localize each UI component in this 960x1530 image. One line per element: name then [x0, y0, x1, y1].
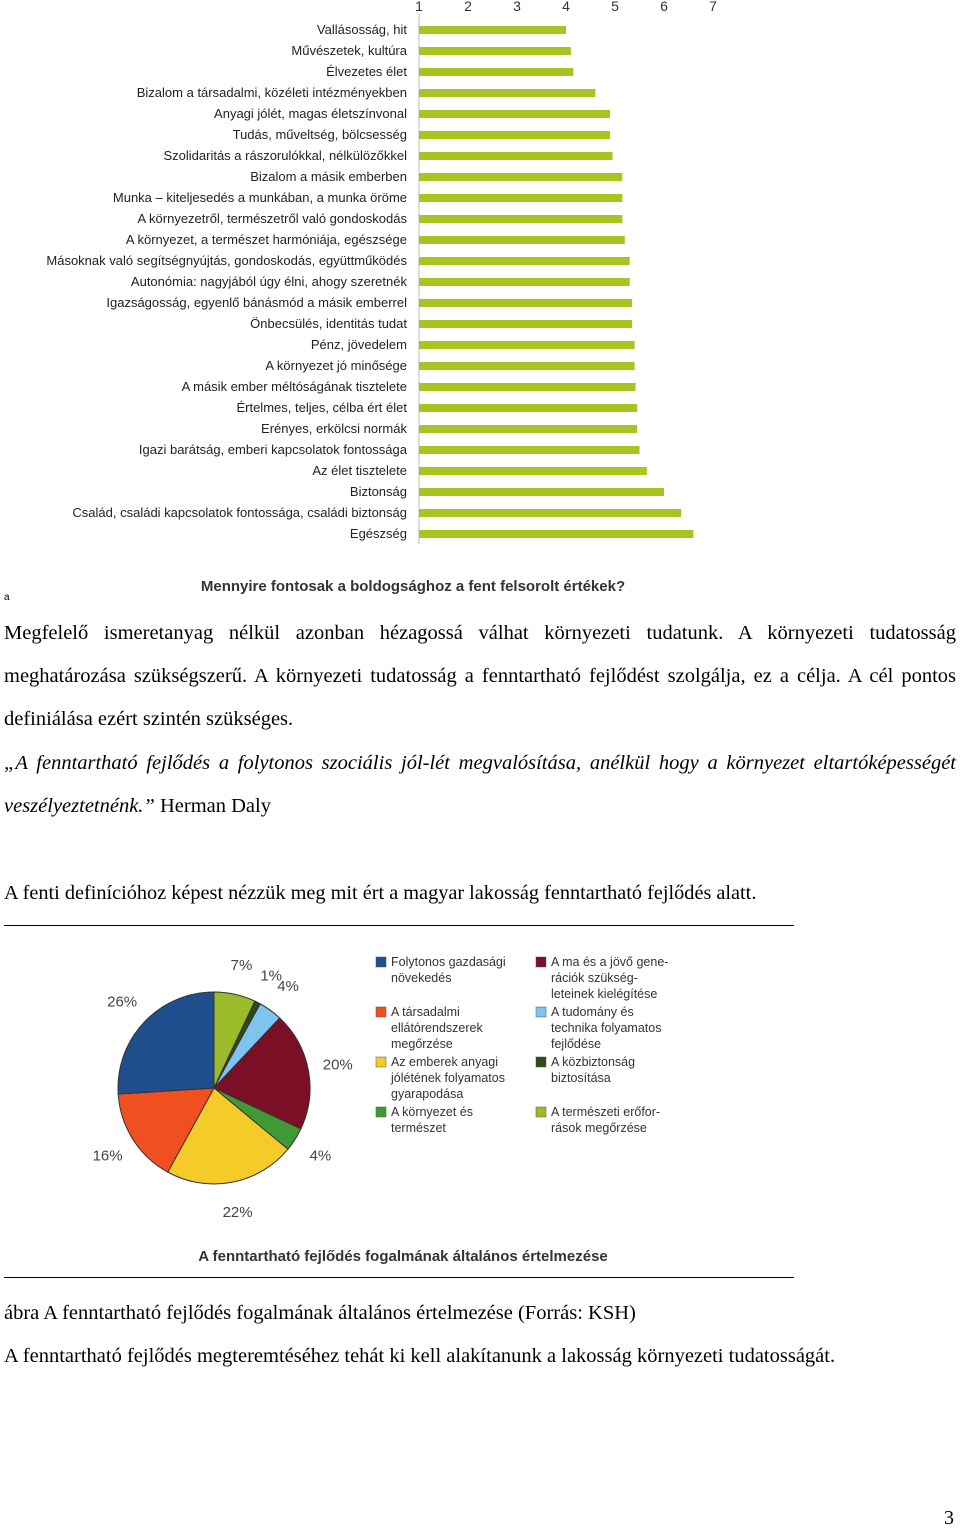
- legend-label: jólétének folyamatos: [391, 1071, 505, 1085]
- legend-swatch: [376, 957, 386, 967]
- bar: [419, 530, 693, 538]
- figure-bottom-rule: [4, 1277, 794, 1278]
- bar: [419, 341, 635, 349]
- bar-category-label: Pénz, jövedelem: [310, 337, 407, 352]
- legend-label: A ma és a jövő gene-: [551, 955, 669, 969]
- bar: [419, 215, 622, 223]
- legend-swatch: [536, 1107, 546, 1117]
- legend-label: gyarapodása: [391, 1087, 464, 1101]
- bar-category-label: Anyagi jólét, magas életszínvonal: [214, 106, 407, 121]
- legend-label: ellátórendszerek: [391, 1021, 483, 1035]
- bar: [419, 47, 571, 55]
- bar-category-label: Bizalom a társadalmi, közéleti intézményekben: [136, 85, 407, 100]
- x-tick-label: 7: [709, 0, 717, 14]
- bar: [419, 26, 566, 34]
- bar: [419, 467, 647, 475]
- bar: [419, 236, 625, 244]
- pie-slice-label: 26%: [107, 993, 138, 1011]
- bar-category-label: Erényes, erkölcsi normák: [261, 421, 407, 436]
- bar: [419, 509, 681, 517]
- bar-category-label: Biztonság: [349, 484, 407, 499]
- legend-label: természet: [391, 1121, 446, 1135]
- definition-quote: „A fenntartható fejlődés a folytonos szociális jól-lét megvalósítása, anélkül hogy a környezet eltartóképességét veszélyeztetnénk.”: [4, 752, 956, 817]
- legend-label: növekedés: [391, 971, 452, 985]
- bar-category-label: Értelmes, teljes, célba ért élet: [236, 400, 407, 415]
- bar-category-label: Egészség: [349, 526, 407, 541]
- legend-label: fejlődése: [551, 1037, 602, 1051]
- bar: [419, 173, 622, 181]
- legend-swatch: [376, 1057, 386, 1067]
- quote-author: Herman Daly: [154, 795, 271, 817]
- legend-label: rációk szükség-: [551, 971, 638, 985]
- bar: [419, 383, 636, 391]
- bar-category-label: Élvezetes élet: [326, 64, 407, 79]
- page-number: 3: [944, 1507, 954, 1529]
- pie-slice-label: 20%: [322, 1056, 353, 1074]
- bar-category-label: A környezet jó minősége: [265, 358, 407, 373]
- legend-label: Folytonos gazdasági: [391, 955, 506, 969]
- bar: [419, 68, 573, 76]
- bar: [419, 299, 632, 307]
- bar: [419, 425, 637, 433]
- legend-label: A társadalmi: [391, 1005, 460, 1019]
- legend-label: A tudomány és: [551, 1005, 634, 1019]
- bar-category-label: Igazi barátság, emberi kapcsolatok fontossága: [138, 442, 407, 457]
- bar-category-label: Bizalom a másik emberben: [250, 169, 407, 184]
- bar-category-label: A környezetről, természetről való gondoskodás: [137, 211, 407, 226]
- legend-swatch: [536, 957, 546, 967]
- pie-slice-label: 16%: [92, 1147, 123, 1165]
- x-tick-label: 3: [513, 0, 521, 14]
- bar-chart-title: Mennyire fontosak a boldogsághoz a fent felsorolt értékek?: [200, 578, 626, 595]
- bar: [419, 446, 640, 454]
- legend-swatch: [376, 1107, 386, 1117]
- legend-swatch: [376, 1007, 386, 1017]
- figure-top-rule: [4, 925, 794, 926]
- pie-slice-label: 4%: [309, 1147, 332, 1165]
- x-tick-label: 6: [660, 0, 668, 14]
- x-tick-label: 5: [611, 0, 619, 14]
- legend-label: megőrzése: [391, 1037, 453, 1051]
- bar-category-label: Önbecsülés, identitás tudat: [250, 316, 407, 331]
- legend-label: technika folyamatos: [551, 1021, 662, 1035]
- x-tick-label: 1: [415, 0, 423, 14]
- bar: [419, 110, 610, 118]
- paragraph-lead-in: A fenti definícióhoz képest nézzük meg mit ért a magyar lakosság fenntartható fejlődés alatt.: [4, 882, 757, 904]
- bar-category-label: Tudás, műveltség, bölcsesség: [232, 127, 407, 142]
- legend-label: leteinek kielégítése: [551, 987, 658, 1001]
- legend-label: A természeti erőfor-: [551, 1105, 661, 1119]
- bar-category-label: Másoknak való segítségnyújtás, gondoskodás, együttműködés: [46, 253, 407, 268]
- pie-slice-label: 7%: [230, 957, 253, 975]
- quote-paragraph: [4, 742, 956, 828]
- bar: [419, 404, 637, 412]
- bar-category-label: Munka – kiteljesedés a munkában, a munka öröme: [112, 190, 407, 205]
- bar-category-label: Vallásosság, hit: [316, 22, 407, 37]
- values-bar-chart: [0, 0, 960, 560]
- bar-category-label: Autonómia: nagyjából úgy élni, ahogy szeretnék: [130, 274, 407, 289]
- chart-footnote-mark: a: [4, 592, 10, 603]
- legend-label: biztosítása: [551, 1071, 611, 1085]
- legend-label: A környezet és: [391, 1105, 473, 1119]
- bar-category-label: Művészetek, kultúra: [291, 43, 407, 58]
- bar: [419, 194, 622, 202]
- x-tick-label: 4: [562, 0, 570, 14]
- legend-label: A közbiztonság: [551, 1055, 636, 1069]
- bar-category-label: Igazságosság, egyenlő bánásmód a másik emberrel: [106, 295, 407, 310]
- sustainability-pie-chart: [0, 940, 960, 1280]
- bar: [419, 257, 630, 265]
- pie-chart-title: A fenntartható fejlődés fogalmának általános értelmezése: [198, 1248, 608, 1265]
- pie-slice-label: 4%: [277, 978, 299, 996]
- bar: [419, 131, 610, 139]
- paragraph-conclusion: A fenntartható fejlődés megteremtéséhez tehát ki kell alakítanunk a lakosság környezeti tudatosságát.: [4, 1345, 836, 1367]
- paragraph-environmental-awareness: Megfelelő ismeretanyag nélkül azonban hézagossá válhat környezeti tudatunk. A környezeti tudatosság meghatározása szükségszerű. A környezeti tudatosság a fenntartható fejlődést szolgálja, ez a célja. A cél pontos definiálása ezért szintén szükséges.: [4, 622, 956, 730]
- x-tick-label: 2: [464, 0, 472, 14]
- bar: [419, 488, 664, 496]
- bar: [419, 278, 630, 286]
- bar: [419, 89, 595, 97]
- bar: [419, 320, 632, 328]
- legend-swatch: [536, 1057, 546, 1067]
- bar-category-label: Az élet tisztelete: [312, 463, 407, 478]
- figure-caption: ábra A fenntartható fejlődés fogalmának általános értelmezése (Forrás: KSH): [4, 1302, 636, 1324]
- pie-slice-label: 22%: [222, 1203, 253, 1221]
- pie-slice-label: 1%: [260, 967, 283, 985]
- legend-label: rások megőrzése: [551, 1121, 647, 1135]
- legend-label: Az emberek anyagi: [391, 1055, 499, 1069]
- bar-category-label: A másik ember méltóságának tisztelete: [181, 379, 407, 394]
- bar-category-label: Szolidaritás a rászorulókkal, nélkülözőkkel: [163, 148, 407, 163]
- bar-category-label: Család, családi kapcsolatok fontossága, családi biztonság: [72, 505, 407, 520]
- legend-swatch: [536, 1007, 546, 1017]
- bar: [419, 362, 635, 370]
- bar: [419, 152, 613, 160]
- bar-category-label: A környezet, a természet harmóniája, egészsége: [125, 232, 407, 247]
